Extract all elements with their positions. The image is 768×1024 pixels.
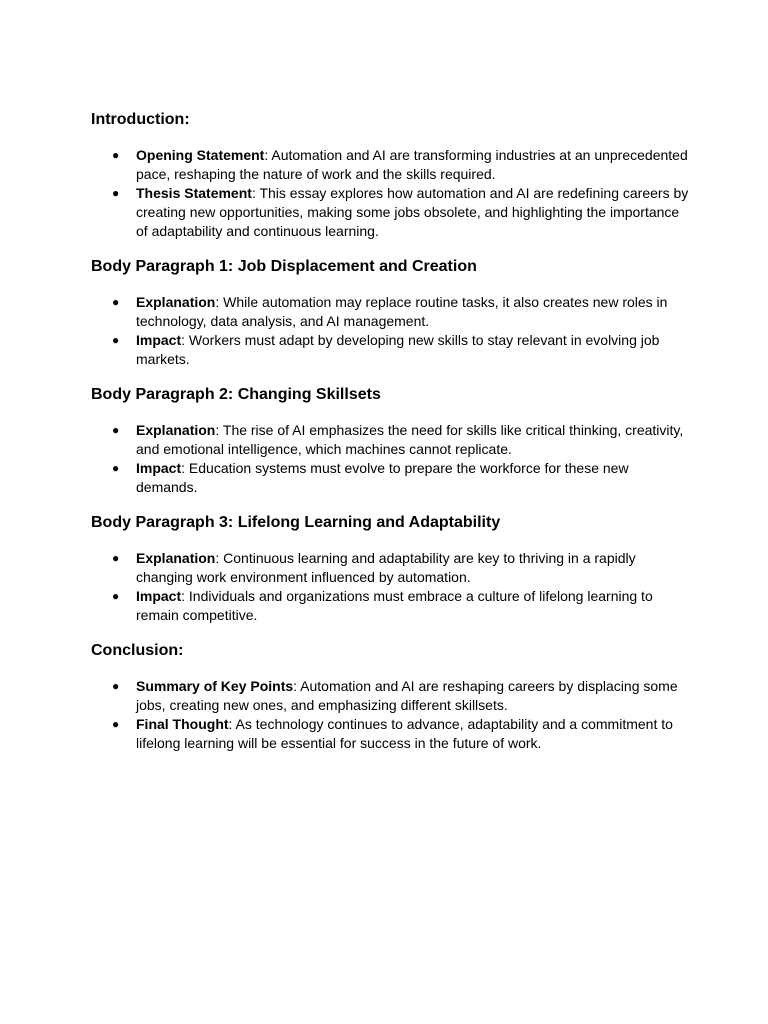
item-term: Opening Statement — [136, 147, 265, 163]
section-heading: Body Paragraph 3: Lifelong Learning and Adaptability — [91, 514, 501, 531]
item-text: : While automation may replace routine tasks, it also creates new roles in technology, data analysis, and AI management. — [136, 294, 668, 329]
bullet-icon: ● — [112, 148, 120, 162]
bullet-icon: ● — [112, 333, 120, 347]
section-heading: Conclusion: — [91, 642, 184, 659]
list-item — [91, 587, 691, 625]
list-item — [91, 459, 691, 497]
list-item — [91, 677, 691, 715]
item-term: Explanation — [136, 294, 216, 310]
bullet-icon: ● — [112, 679, 120, 693]
item-term: Explanation — [136, 422, 216, 438]
bullet-icon: ● — [112, 186, 120, 200]
bullet-icon: ● — [112, 717, 120, 731]
section-heading: Body Paragraph 1: Job Displacement and Creation — [91, 258, 477, 275]
bullet-icon: ● — [112, 423, 120, 437]
list-item — [91, 421, 691, 459]
section-body-paragraph-1 — [91, 257, 691, 369]
item-text: : Workers must adapt by developing new skills to stay relevant in evolving job markets. — [136, 332, 660, 367]
item-text: : Automation and AI are reshaping careers by displacing some jobs, creating new ones, and emphasizing different skillsets. — [136, 678, 678, 713]
list-item — [91, 331, 691, 369]
document-body — [91, 110, 691, 769]
section-body-paragraph-3 — [91, 513, 691, 625]
bullet-icon: ● — [112, 295, 120, 309]
list-item — [91, 146, 691, 184]
list-item — [91, 715, 691, 753]
item-term: Thesis Statement — [136, 185, 252, 201]
section-heading: Introduction: — [91, 111, 190, 128]
section-heading: Body Paragraph 2: Changing Skillsets — [91, 386, 381, 403]
bullet-list — [91, 677, 691, 753]
section-body-paragraph-2 — [91, 385, 691, 497]
item-term: Final Thought — [136, 716, 229, 732]
list-item — [91, 549, 691, 587]
bullet-list — [91, 421, 691, 497]
bullet-icon: ● — [112, 551, 120, 565]
item-term: Impact — [136, 332, 182, 348]
section-introduction — [91, 110, 691, 241]
item-text: : Individuals and organizations must embrace a culture of lifelong learning to remain competitive. — [136, 588, 653, 623]
item-text: : Continuous learning and adaptability are key to thriving in a rapidly changing work environment influenced by automation. — [136, 550, 636, 585]
item-term: Summary of Key Points — [136, 678, 294, 694]
bullet-list — [91, 146, 691, 241]
bullet-icon: ● — [112, 461, 120, 475]
item-term: Explanation — [136, 550, 216, 566]
item-text: : As technology continues to advance, adaptability and a commitment to lifelong learning will be essential for success in the future of work. — [136, 716, 673, 751]
item-text: : Automation and AI are transforming industries at an unprecedented pace, reshaping the nature of work and the skills required. — [136, 147, 688, 182]
list-item — [91, 293, 691, 331]
item-text: : The rise of AI emphasizes the need for skills like critical thinking, creativity, and emotional intelligence, which machines cannot replicate. — [136, 422, 684, 457]
item-term: Impact — [136, 588, 182, 604]
section-conclusion — [91, 641, 691, 753]
item-text: : Education systems must evolve to prepare the workforce for these new demands. — [136, 460, 629, 495]
bullet-icon: ● — [112, 589, 120, 603]
list-item — [91, 184, 691, 241]
bullet-list — [91, 549, 691, 625]
item-text: : This essay explores how automation and AI are redefining careers by creating new opportunities, making some jobs obsolete, and highlighting the importance of adaptability and continuous learning. — [136, 185, 689, 239]
item-term: Impact — [136, 460, 182, 476]
bullet-list — [91, 293, 691, 369]
